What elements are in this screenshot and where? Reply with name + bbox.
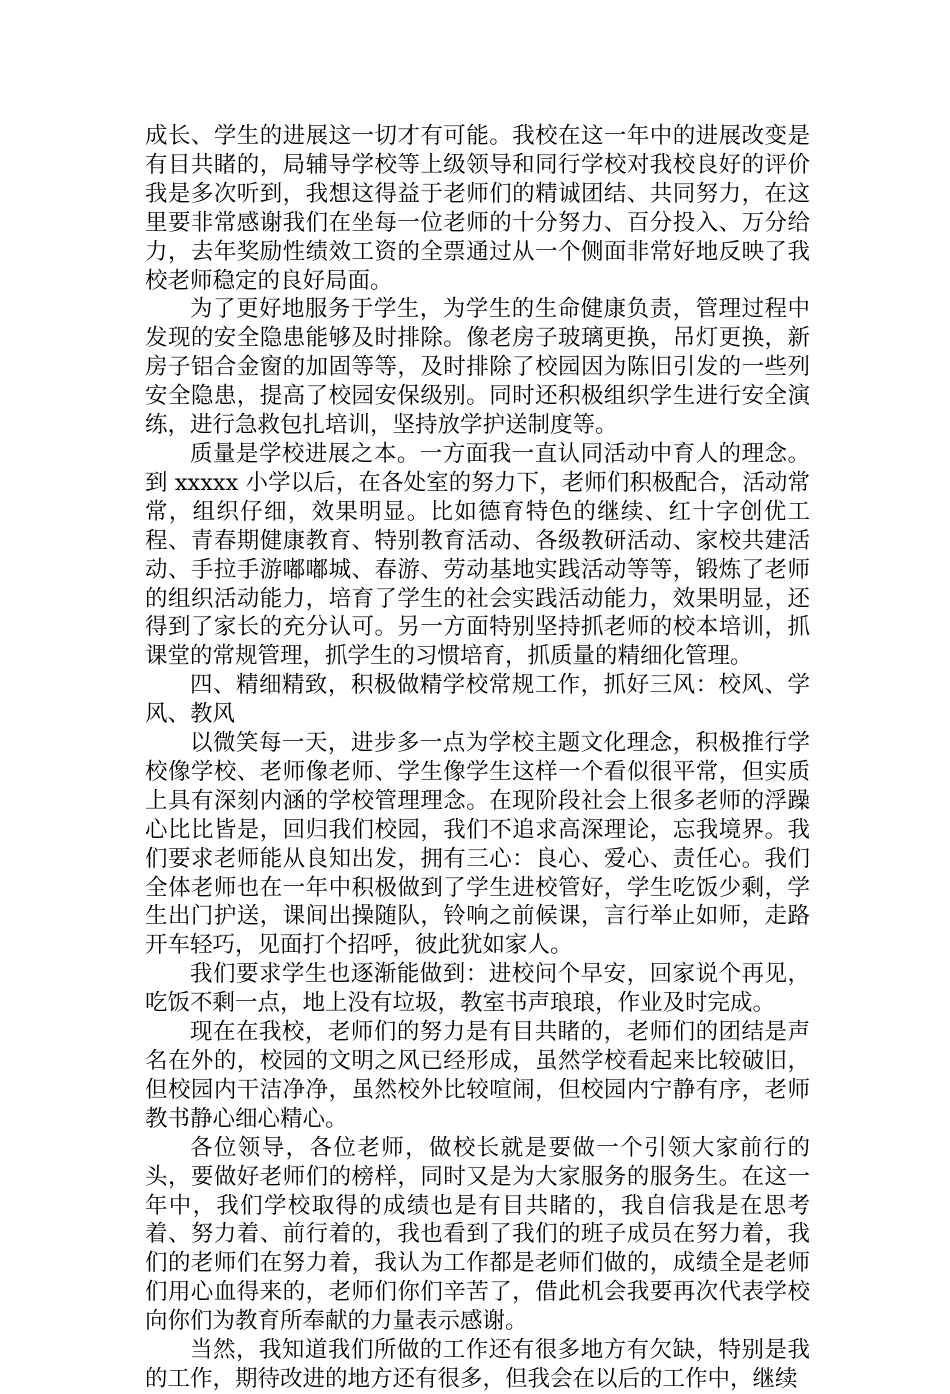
paragraph-9: 当然，我知道我们所做的工作还有很多地方有欠缺，特别是我的工作，期待改进的地方还有很多，但我会在以后的工作中，继续 <box>145 1337 810 1392</box>
paragraph-8: 各位领导，各位老师，做校长就是要做一个引领大家前行的头，要做好老师们的榜样，同时又是为大家服务的服务生。在这一年中，我们学校取得的成绩也是有目共睹的，我自信我是在思考着、努力着、前行着的，我也看到了我们的班子成员在努力着，我们的老师们在努力着，我认为工作都是老师们做的，成绩全是老师们用心血得来的，老师们你们辛苦了，借此机会我要再次代表学校向你们为教育所奉献的力量表示感谢。 <box>145 1134 810 1335</box>
paragraph-1: 成长、学生的进展这一切才有可能。我校在这一年中的进展改变是有目共睹的，局辅导学校等上级领导和同行学校对我校良好的评价我是多次听到，我想这得益于老师们的精诚团结、共同努力，在这里要非常感谢我们在坐每一位老师的十分努力、百分投入、万分给力，去年奖励性绩效工资的全票通过从一个侧面非常好地反映了我校老师稳定的良好局面。 <box>145 123 810 294</box>
document-body <box>145 122 810 1394</box>
paragraph-5: 以微笑每一天，进步多一点为学校主题文化理念，积极推行学校像学校、老师像老师、学生像学生这样一个看似很平常，但实质上具有深刻内涵的学校管理理念。在现阶段社会上很多老师的浮躁心比比皆是，回归我们校园，我们不追求高深理论，忘我境界。我们要求老师能从良知出发，拥有三心：良心、爱心、责任心。我们全体老师也在一年中积极做到了学生进校管好，学生吃饭少剩，学生出门护送，课间出操随队，铃响之前候课，言行举止如师，走路开车轻巧，见面打个招呼，彼此犹如家人。 <box>145 730 810 959</box>
paragraph-3: 质量是学校进展之本。一方面我一直认同活动中育人的理念。到 xxxxx 小学以后，在各处室的努力下，老师们积极配合，活动常常，组织仔细，效果明显。比如德育特色的继续、红十字创优工程、青春期健康教育、特别教育活动、各级教研活动、家校共建活动、手拉手游嘟嘟城、春游、劳动基地实践活动等等，锻炼了老师的组织活动能力，培育了学生的社会实践活动能力，效果明显，还得到了家长的充分认可。另一方面特别坚持抓老师的校本培训，抓课堂的常规管理，抓学生的习惯培育，抓质量的精细化管理。 <box>145 440 810 670</box>
paragraph-6: 我们要求学生也逐渐能做到：进校问个早安，回家说个再见，吃饭不剩一点，地上没有垃圾，教室书声琅琅，作业及时完成。 <box>145 961 810 1017</box>
section-heading-4: 四、精细精致，积极做精学校常规工作，抓好三风：校风、学风、教风 <box>145 672 810 728</box>
paragraph-2: 为了更好地服务于学生，为学生的生命健康负责，管理过程中发现的安全隐患能够及时排除。像老房子玻璃更换，吊灯更换，新房子铝合金窗的加固等等，及时排除了校园因为陈旧引发的一些列安全隐患，提高了校园安保级别。同时还积极组织学生进行安全演练，进行急救包扎培训，坚持放学护送制度等。 <box>145 296 810 439</box>
paragraph-7: 现在在我校，老师们的努力是有目共睹的，老师们的团结是声名在外的，校园的文明之风已经形成，虽然学校看起来比较破旧，但校园内干洁净净，虽然校外比较喧闹，但校园内宁静有序，老师教书静心细心精心。 <box>145 1019 810 1132</box>
